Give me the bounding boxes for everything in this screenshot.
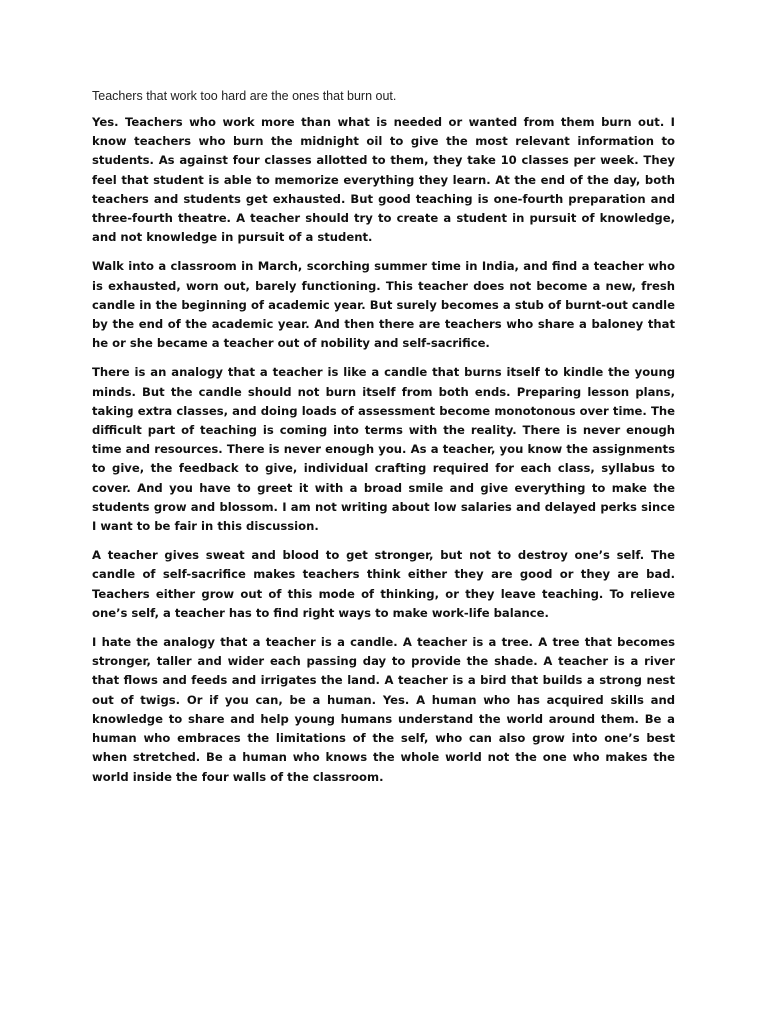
document-title: Teachers that work too hard are the ones that burn out.: [92, 89, 397, 103]
paragraph-5: I hate the analogy that a teacher is a candle. A teacher is a tree. A tree that becomes stronger, taller and wider each passing day to provide the shade. A teacher is a river that flows and feeds and irrigates the land. A teacher is a bird that builds a strong nest out of twigs. Or if you can, be a human. Yes. A human who has acquired skills and knowledge to share and help young humans understand the world around them. Be a human who embraces the limitations of the self, who can also grow into one’s best when stretched. Be a human who knows the whole world not the one who makes the world inside the four walls of the classroom.: [92, 635, 675, 784]
paragraph-1: Yes. Teachers who work more than what is needed or wanted from them burn out. I know teachers who burn the midnight oil to give the most relevant information to students. As against four classes allotted to them, they take 10 classes per week. They feel that student is able to memorize everything they learn. At the end of the day, both teachers and students get exhausted. But good teaching is one-fourth preparation and three-fourth theatre. A teacher should try to create a student in pursuit of knowledge, and not knowledge in pursuit of a student.: [92, 115, 675, 245]
document-page: [92, 88, 675, 797]
paragraph-4: A teacher gives sweat and blood to get stronger, but not to destroy one’s self. The candle of self-sacrifice makes teachers think either they are good or they are bad. Teachers either grow out of this mode of thinking, or they leave teaching. To relieve one’s self, a teacher has to find right ways to make work-life balance.: [92, 548, 675, 620]
paragraph-2: Walk into a classroom in March, scorching summer time in India, and find a teacher who is exhausted, worn out, barely functioning. This teacher does not become a new, fresh candle in the beginning of academic year. But surely becomes a stub of burnt-out candle by the end of the academic year. And then there are teachers who share a baloney that he or she became a teacher out of nobility and self-sacrifice.: [92, 259, 675, 351]
paragraph-3: There is an analogy that a teacher is like a candle that burns itself to kindle the young minds. But the candle should not burn itself from both ends. Preparing lesson plans, taking extra classes, and doing loads of assessment become monotonous over time. The difficult part of teaching is coming into terms with the reality. There is never enough time and resources. There is never enough you. As a teacher, you know the assignments to give, the feedback to give, individual crafting required for each class, syllabus to cover. And you have to greet it with a broad smile and give everything to make the students grow and blossom. I am not writing about low salaries and delayed perks since I want to be fair in this discussion.: [92, 365, 675, 534]
